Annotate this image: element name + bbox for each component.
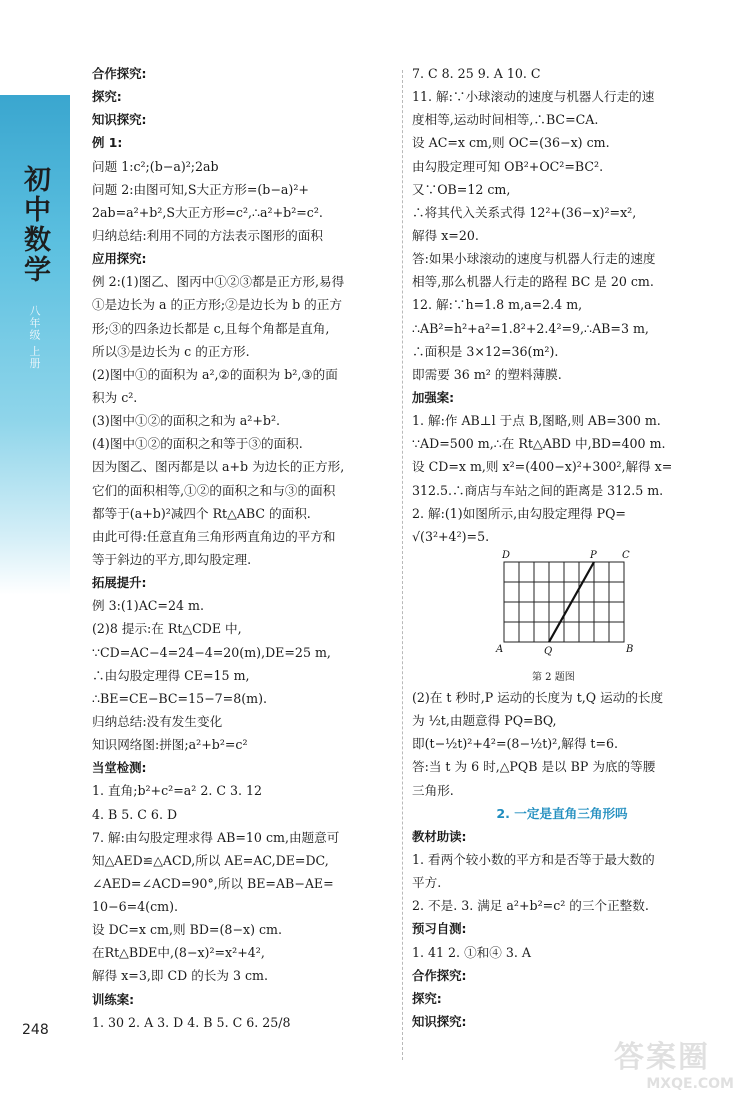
text-line: 平方. — [412, 875, 442, 891]
page-number: 248 — [22, 1022, 49, 1038]
text-line: 1. 直角;b²+c²=a² 2. C 3. 12 — [92, 783, 263, 799]
section-heading: 合作探究: — [412, 967, 467, 983]
label-c: C — [622, 549, 630, 561]
text-line: ①是边长为 a 的正方形;②是边长为 b 的正方 — [92, 297, 342, 313]
watermark-logo: 答案圈 — [614, 1040, 710, 1075]
text-line: 1. 解:作 AB⊥l 于点 B,图略,则 AB=300 m. — [412, 413, 661, 429]
text-line: (3)图中①②的面积之和为 a²+b². — [92, 413, 281, 429]
text-line: 即需要 36 m² 的塑料薄膜. — [412, 366, 562, 382]
text-line: 11. 解:∵小球滚动的速度与机器人行走的速 — [412, 89, 655, 105]
text-line: 问题 1:c²;(b−a)²;2ab — [92, 158, 219, 174]
text-line: 度相等,运动时间相等,∴BC=CA. — [412, 112, 599, 128]
text-line: 10−6=4(cm). — [92, 899, 178, 915]
text-line: 答:当 t 为 6 时,△PQB 是以 BP 为底的等腰 — [412, 759, 656, 775]
section-heading: 应用探究: — [92, 251, 147, 267]
label-a: A — [496, 643, 504, 655]
section-heading: 训练案: — [92, 991, 135, 1007]
text-line: ∴AB²=h²+a²=1.8²+2.4²=9,∴AB=3 m, — [412, 320, 649, 336]
text-line: √(3²+4²)=5. — [412, 528, 490, 544]
text-line: 设 DC=x cm,则 BD=(8−x) cm. — [92, 922, 282, 938]
section-heading: 探究: — [412, 990, 442, 1006]
label-b: B — [626, 643, 634, 655]
text-line: 1. 41 2. ①和④ 3. A — [412, 944, 531, 960]
text-line: (2)在 t 秒时,P 运动的长度为 t,Q 运动的长度 — [412, 689, 664, 705]
figure-caption: 第 2 题图 — [532, 671, 575, 683]
section-heading: 预习自测: — [412, 921, 467, 937]
text-line: ∵AD=500 m,∴在 Rt△ABD 中,BD=400 m. — [412, 436, 666, 452]
label-q: Q — [544, 645, 553, 657]
text-line: 知△AED≌△ACD,所以 AE=AC,DE=DC, — [92, 852, 329, 868]
text-line: 2. 解:(1)如图所示,由勾股定理得 PQ= — [412, 505, 626, 521]
text-line: 解得 x=3,即 CD 的长为 3 cm. — [92, 968, 268, 984]
text-line: 归纳总结:没有发生变化 — [92, 713, 223, 729]
text-line: 1. 30 2. A 3. D 4. B 5. C 6. 25/8 — [92, 1014, 291, 1030]
watermark-url: MXQE.COM — [646, 1076, 734, 1092]
text-line: ∴由勾股定理得 CE=15 m, — [92, 667, 250, 683]
text-line: (2)图中①的面积为 a²,②的面积为 b²,③的面 — [92, 366, 338, 382]
text-line: 由此可得:任意直角三角形两直角边的平方和 — [92, 528, 336, 544]
text-line: 三角形. — [412, 782, 454, 798]
section-heading: 合作探究: — [92, 66, 147, 81]
section-heading: 例 1: — [92, 135, 123, 151]
text-line: 7. 解:由勾股定理求得 AB=10 cm,由题意可 — [92, 829, 340, 845]
label-p: P — [590, 549, 597, 561]
text-line: 12. 解:∵h=1.8 m,a=2.4 m, — [412, 297, 583, 313]
text-line: 相等,那么机器人行走的路程 BC 是 20 cm. — [412, 274, 654, 290]
grid-figure-svg — [492, 548, 642, 666]
section-heading: 加强案: — [412, 389, 455, 405]
text-line: 7. C 8. 25 9. A 10. C — [412, 66, 541, 81]
text-line: 例 2:(1)图乙、图丙中①②③都是正方形,易得 — [92, 274, 345, 290]
text-line: 问题 2:由图可知,S大正方形=(b−a)²+ — [92, 181, 309, 197]
section-heading: 知识探究: — [92, 112, 147, 128]
text-line: 归纳总结:利用不同的方法表示图形的面积 — [92, 227, 323, 243]
text-line: 2ab=a²+b²,S大正方形=c²,∴a²+b²=c². — [92, 204, 323, 220]
text-line: 因为图乙、图丙都是以 a+b 为边长的正方形, — [92, 459, 345, 475]
text-line: 知识网络图:拼图;a²+b²=c² — [92, 737, 248, 753]
text-line: ∴BE=CE−BC=15−7=8(m). — [92, 690, 267, 706]
text-line: 4. B 5. C 6. D — [92, 806, 178, 822]
site-watermark — [614, 1040, 734, 1100]
section-heading: 教材助读: — [412, 828, 467, 844]
text-line: 312.5.∴商店与车站之间的距离是 312.5 m. — [412, 482, 664, 498]
text-line: 设 CD=x m,则 x²=(400−x)²+300²,解得 x= — [412, 459, 673, 475]
text-line: 答:如果小球滚动的速度与机器人行走的速度 — [412, 251, 656, 267]
text-line: ∴面积是 3×12=36(m²). — [412, 343, 559, 359]
text-line: ∴将其代入关系式得 12²+(36−x)²=x², — [412, 204, 637, 220]
text-line: 解得 x=20. — [412, 227, 479, 243]
text-line: (4)图中①②的面积之和等于③的面积. — [92, 436, 303, 452]
text-line: 积为 c². — [92, 389, 138, 405]
book-title: 初中数学 — [19, 165, 50, 285]
text-line: 设 AC=x cm,则 OC=(36−x) cm. — [412, 135, 610, 151]
text-line: 即(t−½t)²+4²=(8−½t)²,解得 t=6. — [412, 736, 619, 752]
section-heading: 拓展提升: — [92, 575, 147, 591]
right-column — [412, 62, 712, 1033]
text-line: 形;③的四条边长都是 c,且每个角都是直角, — [92, 320, 330, 336]
lesson-title: 2. 一定是直角三角形吗 — [496, 805, 628, 821]
text-line: 等于斜边的平方,即勾股定理. — [92, 551, 252, 567]
text-line: 在Rt△BDE中,(8−x)²=x²+4², — [92, 945, 265, 961]
section-heading: 当堂检测: — [92, 760, 147, 776]
right-column-top — [412, 62, 712, 548]
section-heading: 知识探究: — [412, 1013, 467, 1029]
text-line: 都等于(a+b)²减四个 Rt△ABC 的面积. — [92, 505, 311, 521]
text-line: 1. 看两个较小数的平方和是否等于最大数的 — [412, 851, 655, 867]
column-divider — [402, 70, 403, 1060]
section-heading: 探究: — [92, 89, 122, 105]
text-line: ∠AED=∠ACD=90°,所以 BE=AB−AE= — [92, 875, 334, 891]
text-line: 例 3:(1)AC=24 m. — [92, 598, 204, 614]
text-line: 为 ½t,由题意得 PQ=BQ, — [412, 713, 557, 729]
text-line: 2. 不是. 3. 满足 a²+b²=c² 的三个正整数. — [412, 898, 649, 914]
text-line: (2)8 提示:在 Rt△CDE 中, — [92, 621, 242, 637]
book-grade: 八年级 上册 — [28, 305, 41, 370]
text-line: 它们的面积相等,①②的面积之和与③的面积 — [92, 482, 336, 498]
text-line: 所以③是边长为 c 的正方形. — [92, 343, 250, 359]
sidebar — [0, 0, 70, 1106]
label-d: D — [502, 549, 511, 561]
text-line: 由勾股定理可知 OB²+OC²=BC². — [412, 158, 604, 174]
left-column — [92, 62, 392, 1034]
text-line: ∵CD=AC−4=24−4=20(m),DE=25 m, — [92, 644, 331, 660]
text-line: 又∵OB=12 cm, — [412, 181, 511, 197]
grid-figure — [412, 548, 712, 686]
right-column-bottom — [412, 686, 712, 1033]
